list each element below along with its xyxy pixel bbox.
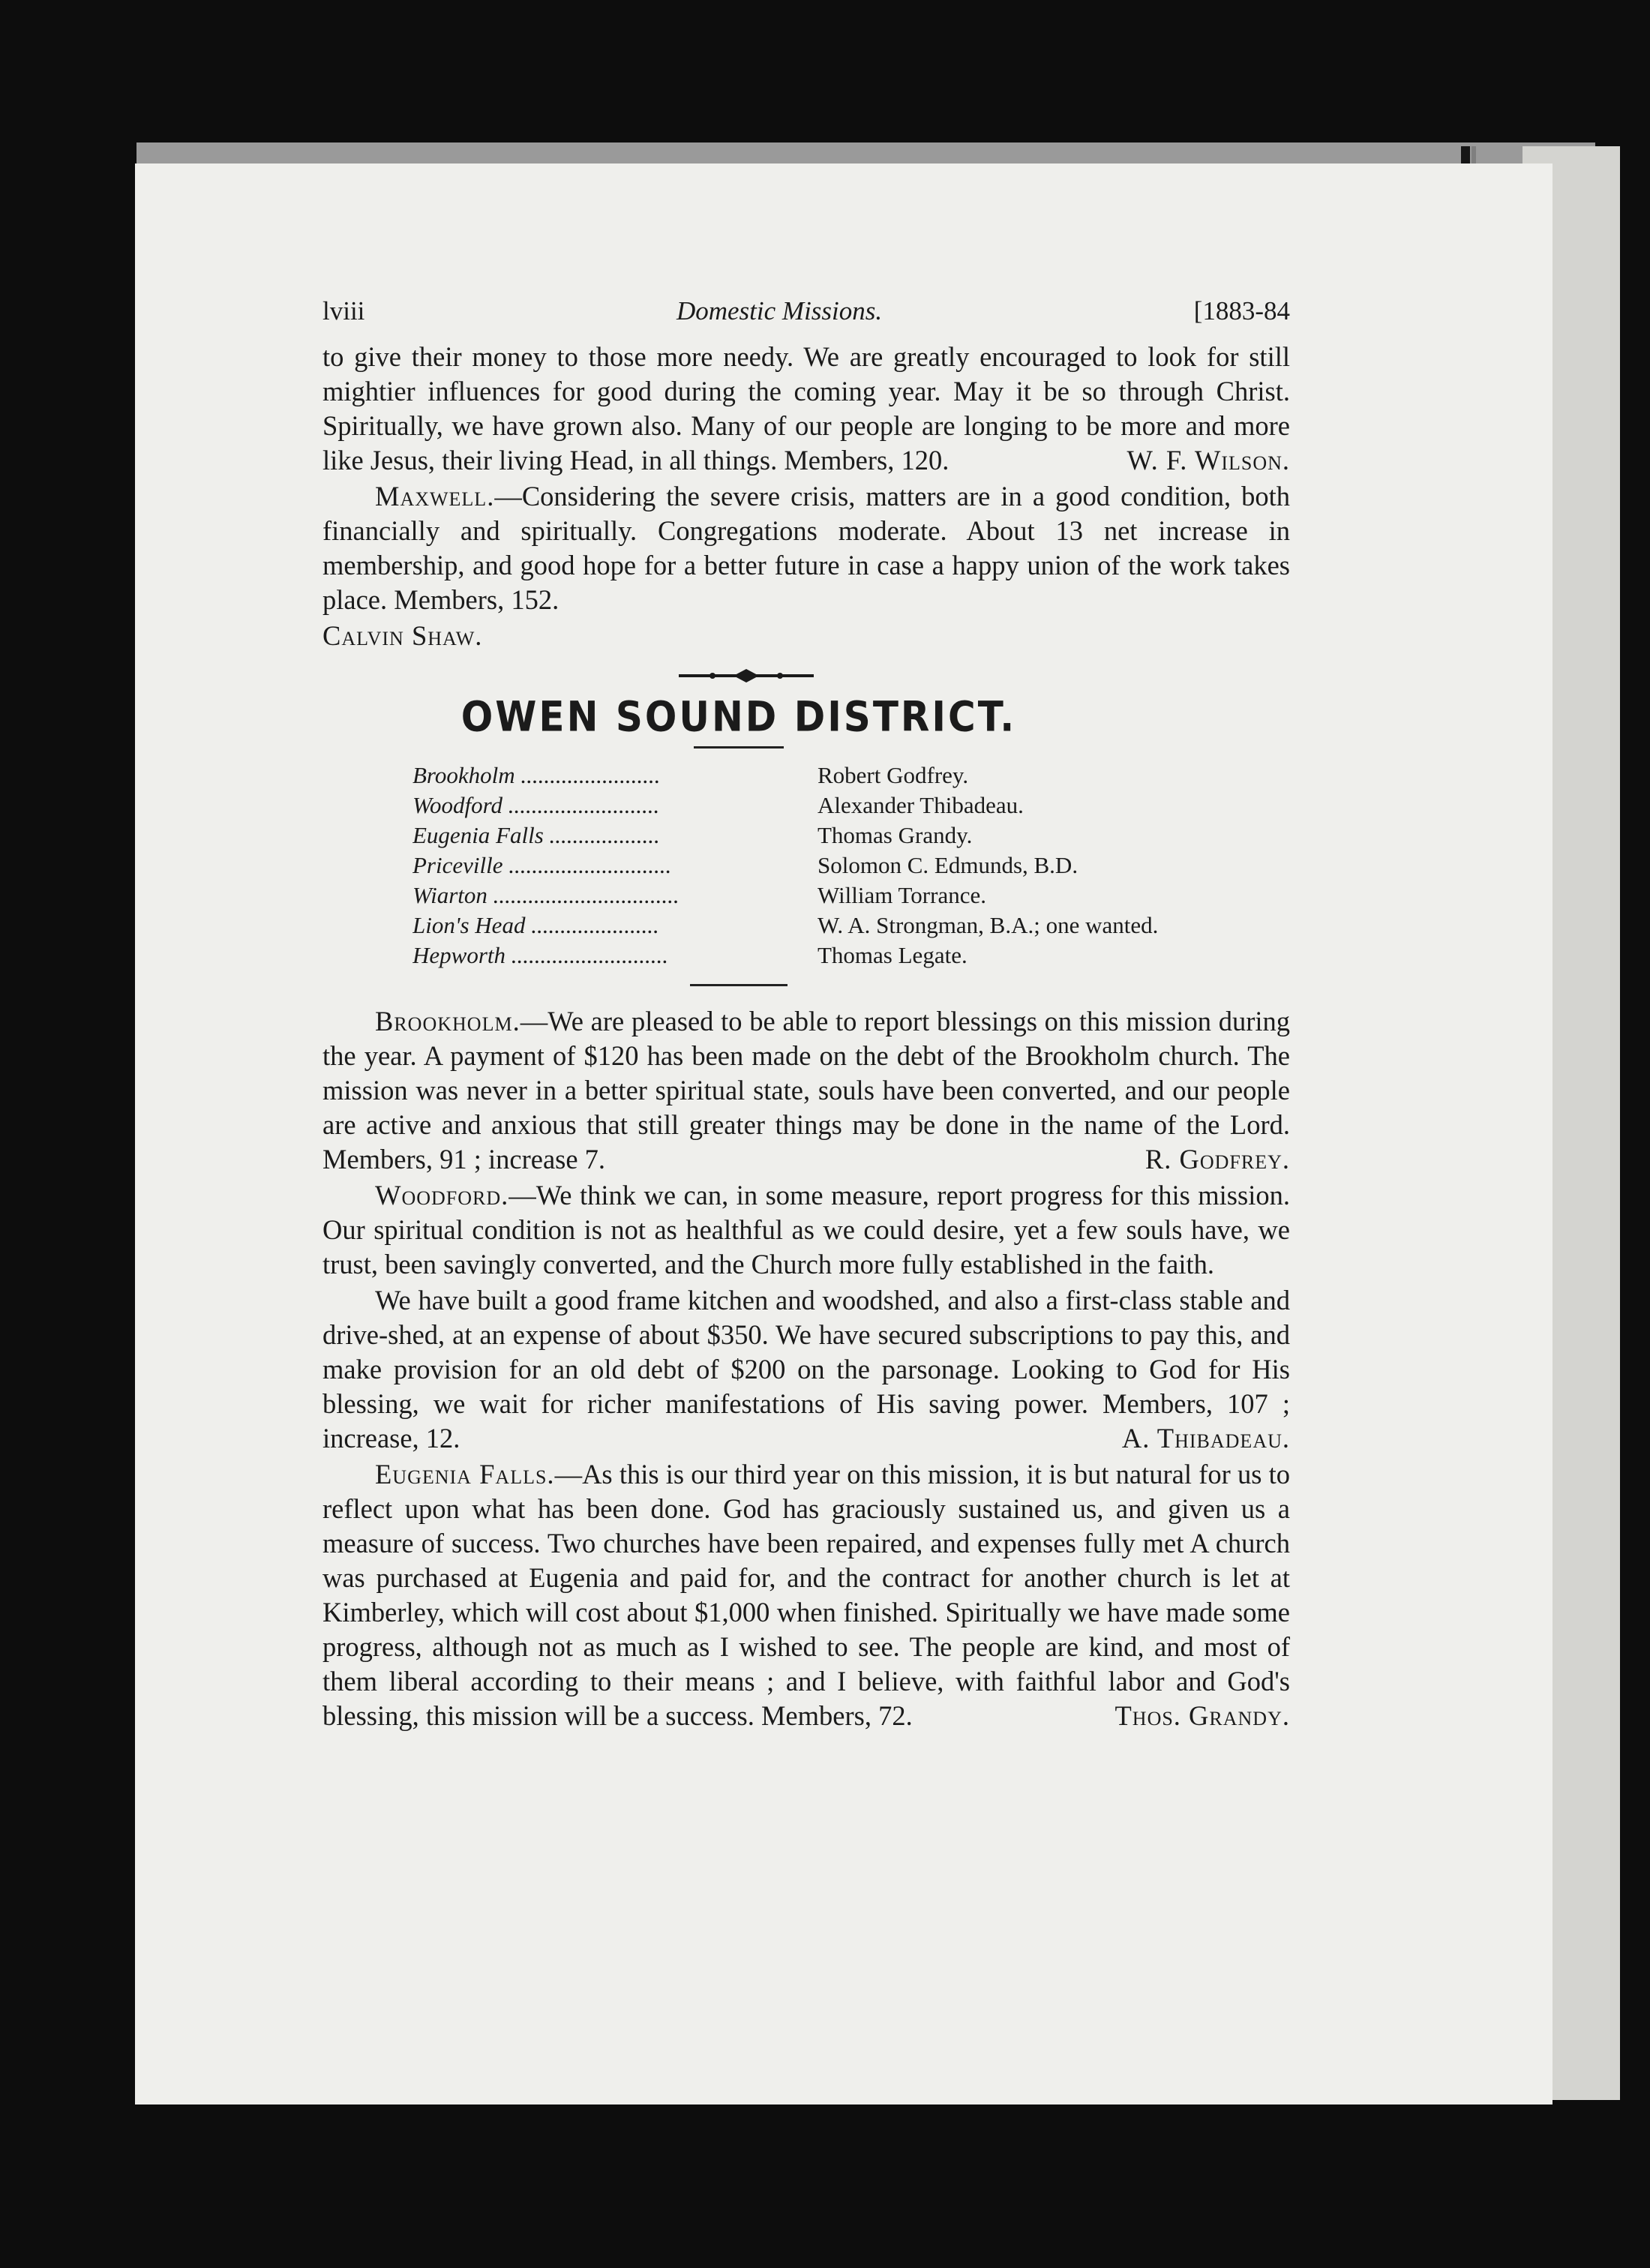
woodford-text: —We think we can, in some measure, report progress for this mission. Our spiritual condition is not as healthful as we could desire, yet a few souls have, we trust, been savingly converted, and the Church more fully established in the faith. [322,1180,1290,1280]
section-rule [690,984,788,986]
maxwell-text: —Considering the severe crisis, matters are in a good condition, both financially and spiritually. Congregations moderate. About 13 net increase in membership, and good hope for a better future in case a happy union of the work takes place. Members, 152. [322,481,1290,615]
eugenia-heading: Eugenia Falls. [375,1459,555,1490]
woodford-paragraph-2 [322,1283,1290,1456]
intro-text: to give their money to those more needy. We are greatly encouraged to look for still mightier influences for good during the coming year. May it be so through Christ. Spiritually, we have grown also. Many of our people are longing to be more and more like Jesus, their living Head, in all things. Members, 120. [322,341,1290,476]
brookholm-heading: Brookholm. [375,1006,520,1036]
station-list [412,760,1328,970]
station-preacher: Solomon C. Edmunds, B.D. [818,852,1078,878]
maxwell-paragraph [322,479,1290,617]
station-row [412,790,1328,820]
short-rule [694,746,784,748]
station-row [412,940,1328,970]
station-name: Eugenia Falls ................... [412,822,660,848]
woodford-signature: A. Thibadeau. [1121,1423,1290,1454]
station-row [412,760,1328,790]
eugenia-signature: Thos. Grandy. [1114,1700,1290,1731]
station-preacher: Robert Godfrey. [818,762,969,788]
woodford-heading: Woodford. [375,1180,509,1210]
woodford-paragraph [322,1178,1290,1282]
eugenia-paragraph [322,1457,1290,1733]
station-preacher: William Torrance. [818,882,986,908]
station-name: Priceville ............................ [412,852,672,878]
page-text [188,296,1290,1735]
ornament-rule-icon [188,667,1290,685]
year-range: [1883-84 [1193,296,1290,326]
station-row [412,820,1328,850]
brookholm-text: —We are pleased to be able to report blessings on this mission during the year. A payment of $120 has been made on the debt of the Brookholm church. The mission was never in a better spiritual state, souls have been converted, and our people are active and anxious that still greater things may be done in the name of the Lord. Members, 91 ; increase 7. [322,1006,1290,1174]
brookholm-paragraph [322,1004,1290,1177]
woodford-text-2: We have built a good frame kitchen and woodshed, and also a first-class stable and drive-shed, at an expense of about $350. We have secured subscriptions to pay this, and make provision for an old debt of $200 on the parsonage. Looking to God for His blessing, we wait for richer manifestations of His saving power. Members, 107 ; increase, 12. [322,1285,1290,1454]
station-preacher: W. A. Strongman, B.A.; one wanted. [818,912,1159,938]
district-heading: OWEN SOUND DISTRICT. [460,693,1017,741]
station-name: Woodford .......................... [412,792,660,818]
station-row [412,850,1328,880]
maxwell-heading: Maxwell. [375,481,495,512]
station-row [412,910,1328,940]
page-number: lviii [322,296,365,326]
station-preacher: Thomas Grandy. [818,822,973,848]
maxwell-signature: Calvin Shaw. [322,620,483,651]
station-row [412,880,1328,910]
intro-signature: W. F. Wilson. [1126,445,1290,476]
station-name: Hepworth ........................... [412,942,668,968]
running-header [322,296,1290,326]
station-preacher: Alexander Thibadeau. [818,792,1024,818]
station-name: Lion's Head ...................... [412,912,659,938]
running-title: Domestic Missions. [676,296,883,326]
eugenia-text: —As this is our third year on this mission, it is but natural for us to reflect upon what has been done. God has graciously sustained us, and given us a measure of success. Two churches have been repaired, and expenses fully met A church was purchased at Eugenia and paid for, and the contract for another church is let at Kimberley, which will cost about $1,000 when finished. Spiritually we have made some progress, although not as much as I wished to see. The people are kind, and most of them liberal according to their means ; and I believe, with faithful labor and God's blessing, this mission will be a success. Members, 72. [322,1459,1290,1731]
station-name: Brookholm ........................ [412,762,661,788]
intro-paragraph [322,340,1290,478]
brookholm-signature: R. Godfrey. [1144,1144,1290,1174]
station-preacher: Thomas Legate. [818,942,968,968]
ornament-divider [188,667,1290,685]
station-name: Wiarton ................................ [412,882,680,908]
